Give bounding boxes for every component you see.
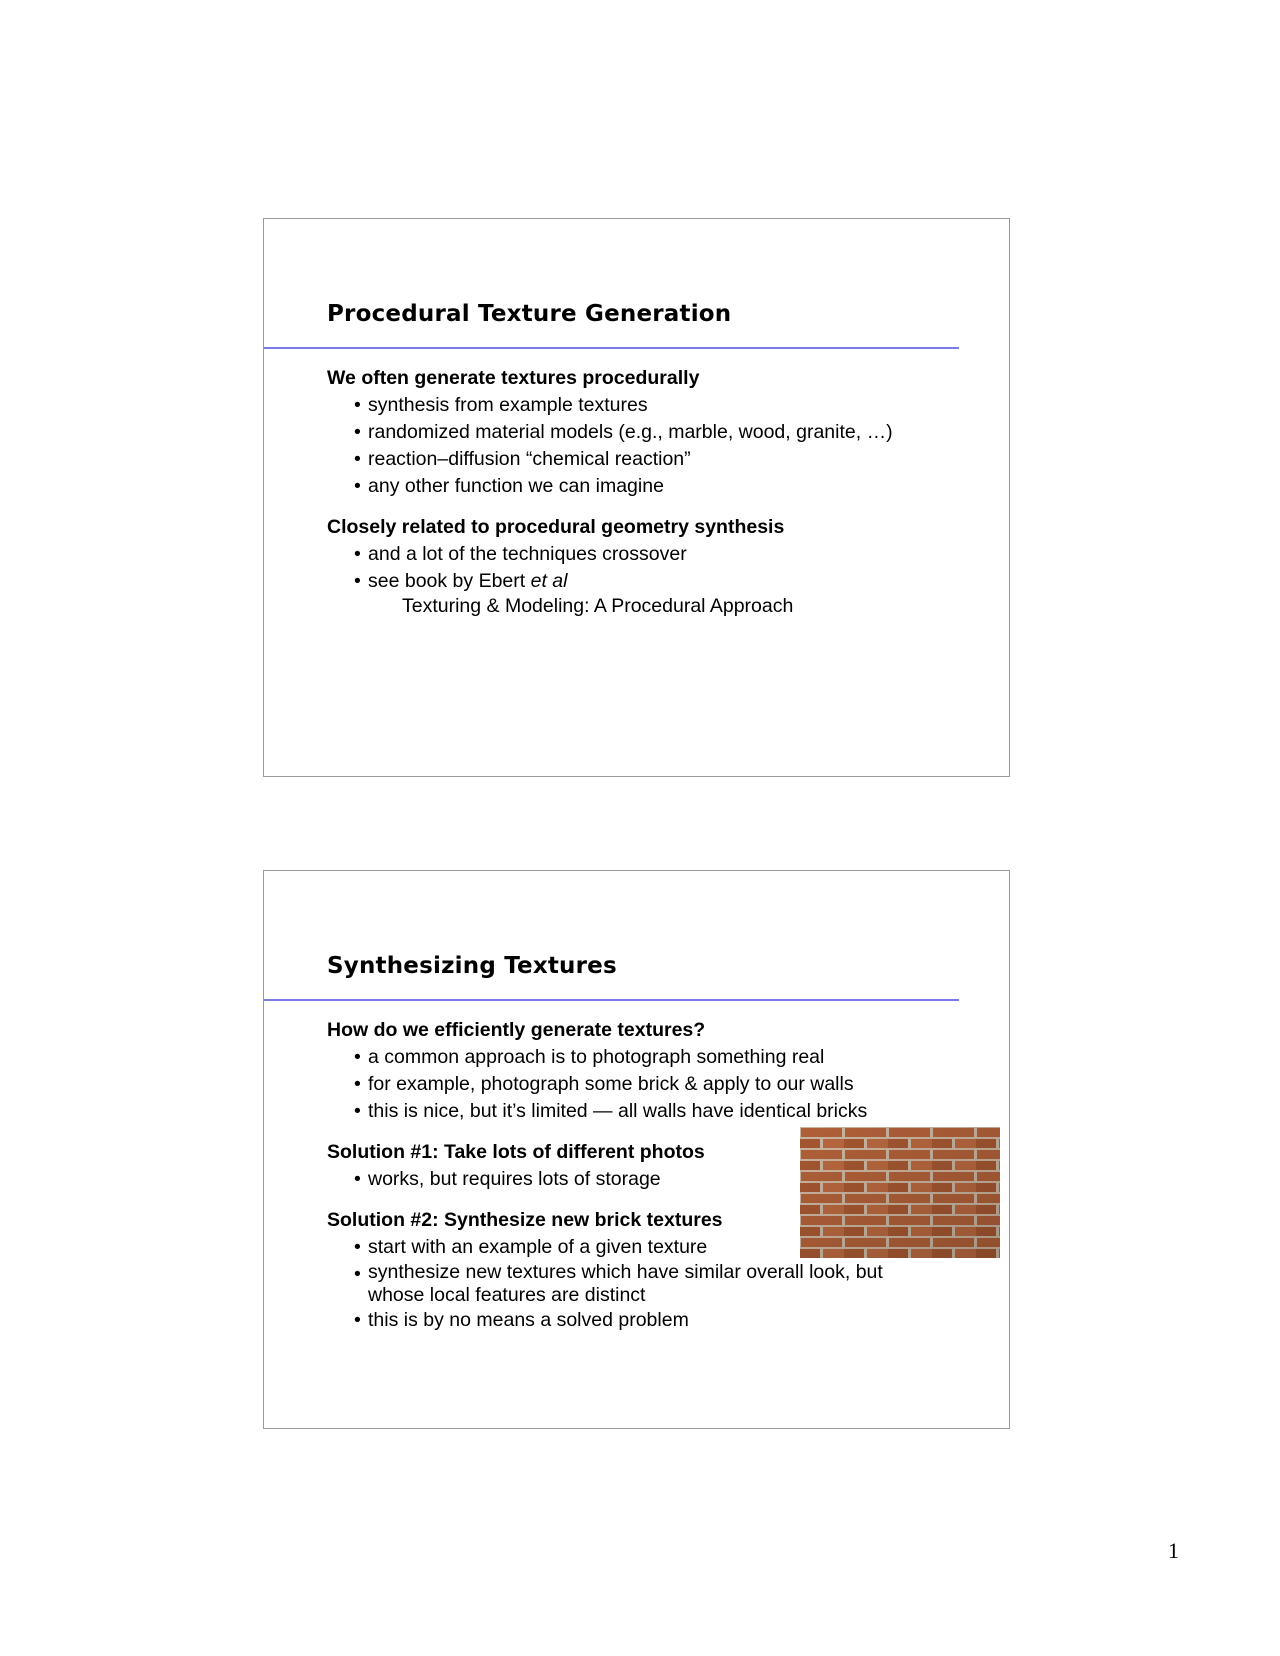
slide-procedural-texture-generation [263,218,1010,777]
bullet-text: start with an example of a given texture [368,1236,708,1258]
bullet-item [354,1261,967,1307]
page-number: 1 [1168,1538,1179,1563]
book-bullet-italic: et al [530,570,568,592]
bullet-item [354,541,967,568]
bullet-text: reaction–diffusion “chemical reaction” [368,448,691,470]
bullet-item [354,1307,967,1334]
bullet-text: and a lot of the techniques crossover [368,543,687,565]
bullet-text: for example, photograph some brick & apply to our walls [368,1073,854,1095]
bullet-item [354,446,967,473]
bullet-text: a common approach is to photograph something real [368,1046,825,1068]
section-heading: We often generate textures procedurally [327,367,700,389]
brick-wall-image [800,1127,1000,1258]
slide-title: Procedural Texture Generation [327,301,732,327]
bullet-item [354,1098,967,1125]
bullet-list [327,392,967,500]
bullet-text: any other function we can imagine [368,475,664,497]
bullet-text [368,570,567,592]
bullet-list [327,541,967,617]
bullet-item [354,473,967,500]
bullet-item [354,392,967,419]
bullet-item [354,1071,967,1098]
book-title: Texturing & Modeling: A Procedural Approach [402,595,794,617]
bullet-text: this is by no means a solved problem [368,1309,689,1331]
bullet-item [354,1044,967,1071]
book-bullet-prefix: see book by Ebert [368,570,531,592]
section [327,514,967,617]
slide-synthesizing-textures [263,870,1010,1429]
bullet-text: synthesis from example textures [368,394,648,416]
section-heading: How do we efficiently generate textures? [327,1019,706,1041]
title-rule [264,347,959,349]
bullet-text: works, but requires lots of storage [368,1168,661,1190]
bullet-text: • synthesize new textures which have similar overall look, but whose local features are distinct [368,1261,883,1306]
section-heading: Solution #2: Synthesize new brick textures [327,1209,723,1231]
bullet-item [354,419,967,446]
bullet-item [354,568,967,617]
section-heading: Solution #1: Take lots of different photos [327,1141,705,1163]
bullet-list [327,1044,967,1125]
slide-title: Synthesizing Textures [327,953,617,979]
slide-body [327,365,967,631]
section [327,1017,967,1125]
title-rule [264,999,959,1001]
section-heading: Closely related to procedural geometry synthesis [327,516,785,538]
bullet-text: this is nice, but it’s limited — all walls have identical bricks [368,1100,868,1122]
section [327,365,967,500]
bullet-text: randomized material models (e.g., marble, wood, granite, …) [368,421,893,443]
